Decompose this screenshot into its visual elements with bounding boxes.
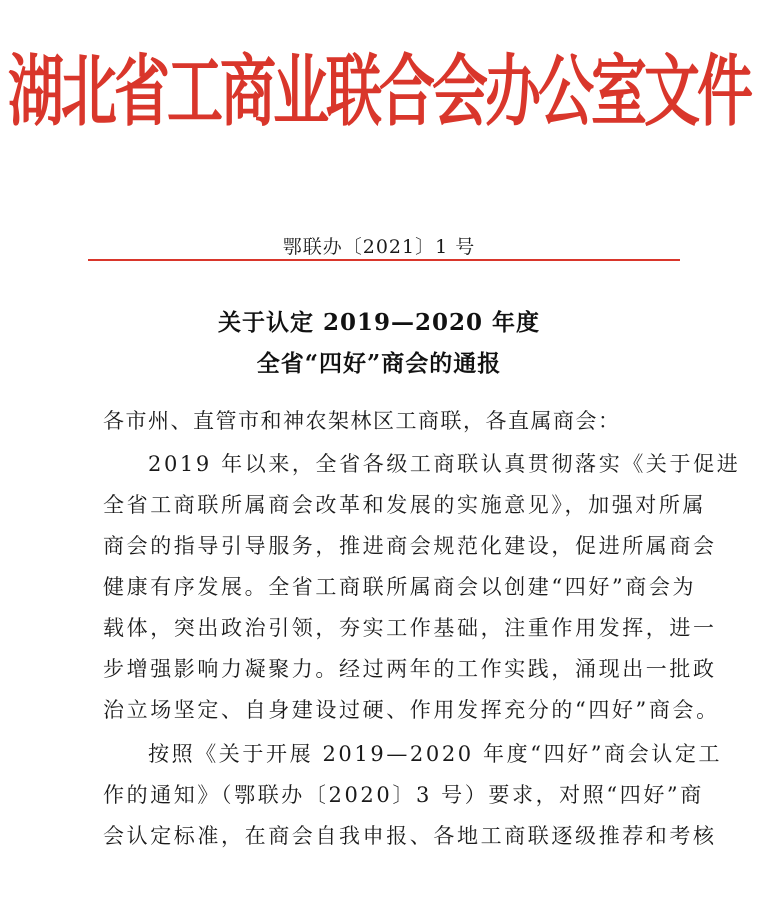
paragraph-1-line: 载体，突出政治引领，夯实工作基础，注重作用发挥，进一 bbox=[103, 616, 717, 640]
paragraph-2-line: 会认定标准，在商会自我申报、各地工商联逐级推荐和考核 bbox=[103, 824, 717, 848]
paragraph-2-line: 按照《关于开展 2019—2020 年度“四好”商会认定工 bbox=[148, 742, 723, 766]
red-divider-line bbox=[88, 259, 680, 261]
paragraph-1-line: 健康有序发展。全省工商联所属商会以创建“四好”商会为 bbox=[103, 575, 697, 599]
paragraph-1-line: 2019 年以来，全省各级工商联认真贯彻落实《关于促进 bbox=[148, 452, 741, 476]
document-title-line-1: 关于认定 2019—2020 年度 bbox=[217, 309, 541, 336]
paragraph-1-line: 治立场坚定、自身建设过硬、作用发挥充分的“四好”商会。 bbox=[103, 698, 720, 722]
paragraph-1-line: 全省工商联所属商会改革和发展的实施意见》，加强对所属 bbox=[103, 493, 707, 517]
document-title-line-2: 全省“四好”商会的通报 bbox=[256, 350, 502, 377]
document-number: 鄂联办〔2021〕1 号 bbox=[282, 236, 476, 258]
paragraph-2-line: 作的通知》（鄂联办〔2020〕3 号）要求，对照“四好”商 bbox=[103, 783, 704, 807]
salutation: 各市州、直管市和神农架林区工商联，各直属商会： bbox=[103, 409, 621, 433]
paragraph-1-line: 步增强影响力凝聚力。经过两年的工作实践，涌现出一批政 bbox=[103, 657, 717, 681]
paragraph-1-line: 商会的指导引导服务，推进商会规范化建设，促进所属商会 bbox=[103, 534, 717, 558]
document-org-header: 湖北省工商业联合会办公室文件 bbox=[8, 47, 750, 138]
